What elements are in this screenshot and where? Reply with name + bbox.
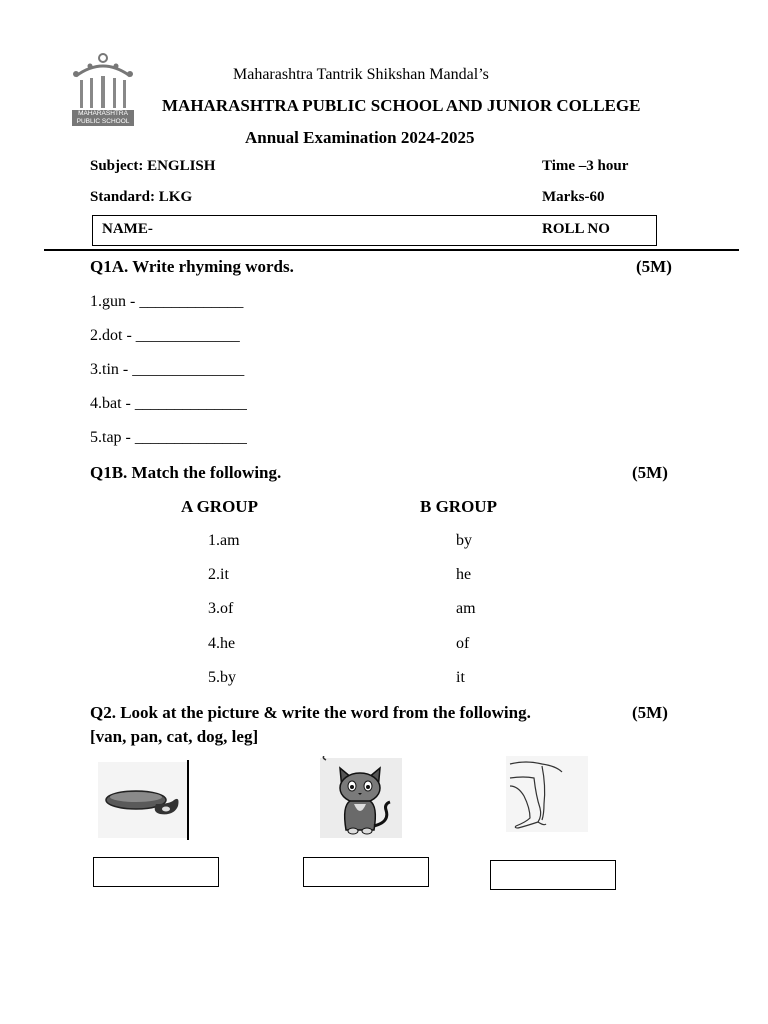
q1b-title: Q1B. Match the following.: [90, 463, 282, 482]
cat-icon: [320, 756, 402, 838]
time-label: Time –3 hour: [542, 158, 629, 174]
group-b-item: by: [456, 532, 472, 549]
answer-box-leg[interactable]: [490, 860, 616, 890]
leg-picture: [506, 756, 588, 836]
q1a-title: Q1A. Write rhyming words.: [90, 257, 294, 276]
q1a-item: 5.tap - ______________: [90, 429, 247, 446]
q1a-marks: (5M): [636, 257, 672, 276]
pan-picture: [98, 760, 190, 840]
q1a-item: 4.bat - ______________: [90, 395, 247, 412]
exam-title: Annual Examination 2024-2025: [245, 128, 475, 147]
logo-text-line1: MAHARASHTRA: [78, 110, 128, 117]
school-logo: [70, 52, 136, 128]
group-a-item: 4.he: [208, 635, 236, 652]
header-divider: [44, 249, 739, 251]
logo-text-line2: PUBLIC SCHOOL: [76, 118, 130, 125]
group-a-item: 1.am: [208, 532, 240, 549]
group-a-item: 3.of: [208, 600, 234, 617]
roll-no-label: ROLL NO: [542, 221, 610, 237]
group-a-item: 5.by: [208, 669, 236, 686]
answer-box-pan[interactable]: [93, 857, 219, 887]
leg-icon: [506, 756, 588, 834]
q2-options: [van, pan, cat, dog, leg]: [90, 727, 259, 746]
q2-marks: (5M): [632, 703, 668, 722]
pan-icon: [98, 760, 190, 840]
group-b-header: B GROUP: [420, 497, 497, 516]
group-b-item: of: [456, 635, 470, 652]
standard-label: Standard: LKG: [90, 189, 193, 205]
trust-name: Maharashtra Tantrik Shikshan Mandal’s: [233, 66, 489, 83]
group-a-header: A GROUP: [181, 497, 258, 516]
school-name: MAHARASHTRA PUBLIC SCHOOL AND JUNIOR COLLEGE: [162, 96, 641, 115]
q1b-marks: (5M): [632, 463, 668, 482]
q2-title: Q2. Look at the picture & write the word from the following.: [90, 703, 531, 722]
marks-label: Marks-60: [542, 189, 605, 205]
q1a-item: 1.gun - _____________: [90, 293, 244, 310]
group-b-item: he: [456, 566, 472, 583]
group-b-item: am: [456, 600, 476, 617]
group-a-item: 2.it: [208, 566, 229, 583]
name-label: NAME-: [102, 221, 153, 237]
cat-picture: [320, 756, 402, 836]
q1a-item: 2.dot - _____________: [90, 327, 240, 344]
subject-label: Subject: ENGLISH: [90, 158, 216, 174]
answer-box-cat[interactable]: [303, 857, 429, 887]
group-b-item: it: [456, 669, 465, 686]
q1a-item: 3.tin - ______________: [90, 361, 245, 378]
